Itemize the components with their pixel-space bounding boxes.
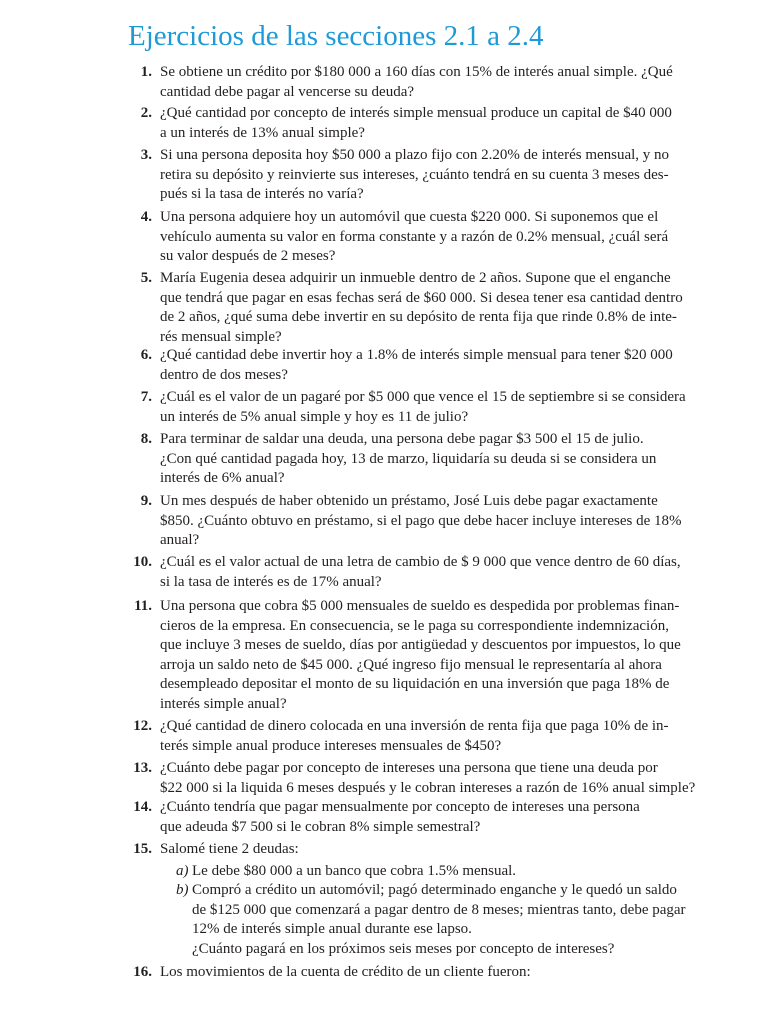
sub-item-text: Le debe $80 000 a un banco que cobra 1.5% mensual. xyxy=(192,862,517,879)
exercise-text-line: de 2 años, ¿qué suma debe invertir en su depósito de renta fija que rinde 0.8% de inte- xyxy=(160,309,677,326)
exercise-text-line: Para terminar de saldar una deuda, una persona debe pagar $3 500 el 15 de julio. xyxy=(160,431,644,447)
exercise-text-line: Una persona que cobra $5 000 mensuales de sueldo es despedida por problemas finan- xyxy=(160,598,680,614)
exercise-text-line: que incluye 3 meses de sueldo, días por antigüedad y descuentos por impuestos, lo que xyxy=(160,637,681,654)
exercise-text-line: que adeuda $7 500 si le cobran 8% simple semestral? xyxy=(160,818,481,835)
exercise-text-line: desempleado depositar el monto de su liquidación en una inversión que paga 18% de xyxy=(160,676,670,693)
exercise-text-line: vehículo aumenta su valor en forma constante y a razón de 0.2% mensual, ¿cuál será xyxy=(160,228,669,245)
sub-item-line xyxy=(176,861,516,881)
exercise-number: 7. xyxy=(140,389,152,405)
sub-item-line xyxy=(176,900,686,920)
exercise-number: 16. xyxy=(133,964,152,980)
exercise-text-line: María Eugenia desea adquirir un inmueble dentro de 2 años. Supone que el enganche xyxy=(160,270,671,286)
exercise-text-line: ¿Con qué cantidad pagada hoy, 13 de marzo, liquidaría su deuda si se considera un xyxy=(160,450,657,467)
exercise-text-line: Salomé tiene 2 deudas: xyxy=(160,841,299,857)
exercise-text-line: su valor después de 2 meses? xyxy=(160,248,336,265)
exercise-text-line: pués si la tasa de interés no varía? xyxy=(160,186,364,203)
exercise-text-line: Los movimientos de la cuenta de crédito de un cliente fueron: xyxy=(160,964,531,980)
exercise-text-line: un interés de 5% anual simple y hoy es 11 de julio? xyxy=(160,408,469,425)
exercise-number: 15. xyxy=(133,841,152,857)
sub-item-letter: b) xyxy=(176,882,189,899)
exercise-number: 4. xyxy=(140,209,152,225)
exercise-text-line: ¿Cuál es el valor de un pagaré por $5 000 que vence el 15 de septiembre si se considera xyxy=(160,389,686,405)
exercise-text-line: cieros de la empresa. En consecuencia, se le paga su correspondiente indemnización, xyxy=(160,617,669,634)
exercise-text-line: si la tasa de interés es de 17% anual? xyxy=(160,573,382,590)
exercise-text-line: Si una persona deposita hoy $50 000 a plazo fijo con 2.20% de interés mensual, y no xyxy=(160,147,670,163)
exercise-text-line: terés simple anual produce intereses mensuales de $450? xyxy=(160,737,502,754)
exercise-text-line: ¿Cuál es el valor actual de una letra de cambio de $ 9 000 que vence dentro de 60 días, xyxy=(160,554,681,570)
exercise-number: 2. xyxy=(140,105,152,121)
exercise-text-line: ¿Qué cantidad de dinero colocada en una inversión de renta fija que paga 10% de in- xyxy=(160,718,669,734)
exercise-number: 10. xyxy=(133,554,152,570)
exercise-number: 11. xyxy=(134,598,152,614)
exercise-number: 9. xyxy=(140,493,152,509)
sub-item-text: 12% de interés simple anual durante ese lapso. xyxy=(192,921,472,938)
exercise-text-line: Se obtiene un crédito por $180 000 a 160 días con 15% de interés anual simple. ¿Qué xyxy=(160,64,673,80)
exercise-number: 12. xyxy=(133,718,152,734)
exercise-text-line: a un interés de 13% anual simple? xyxy=(160,124,365,141)
exercise-text-line: Una persona adquiere hoy un automóvil que cuesta $220 000. Si suponemos que el xyxy=(160,209,659,225)
exercise-text-line: que tendrá que pagar en esas fechas será de $60 000. Si desea tener esa cantidad dentro xyxy=(160,289,683,306)
exercise-text-line: interés simple anual? xyxy=(160,696,287,712)
sub-item-text: de $125 000 que comenzará a pagar dentro de 8 meses; mientras tanto, debe pagar xyxy=(192,901,686,918)
exercise-text-line: anual? xyxy=(160,532,200,549)
exercise-text-line: dentro de dos meses? xyxy=(160,366,288,383)
exercise-text-line: ¿Cuánto debe pagar por concepto de intereses una persona que tiene una deuda por xyxy=(160,760,658,776)
sub-item-line xyxy=(176,880,677,900)
exercise-number: 1. xyxy=(140,64,152,80)
exercise-number: 8. xyxy=(140,431,152,447)
sub-item-letter: a) xyxy=(176,862,189,879)
exercise-text-line: arroja un saldo neto de $45 000. ¿Qué ingreso fijo mensual le representaría al ahora xyxy=(160,656,662,673)
exercise-number: 14. xyxy=(133,799,152,815)
sub-item-line xyxy=(176,919,472,939)
sub-item-text: Compró a crédito un automóvil; pagó determinado enganche y le quedó un saldo xyxy=(192,882,677,899)
exercise-number: 6. xyxy=(140,347,152,363)
exercise-text-line: $850. ¿Cuánto obtuvo en préstamo, si el pago que debe hacer incluye intereses de 18% xyxy=(160,512,682,529)
exercise-text-line: ¿Qué cantidad debe invertir hoy a 1.8% de interés simple mensual para tener $20 000 xyxy=(160,347,673,363)
exercise-text-line: rés mensual simple? xyxy=(160,328,282,345)
exercise-text-line: $22 000 si la liquida 6 meses después y le cobran intereses a razón de 16% anual simple? xyxy=(160,779,696,796)
exercise-number: 13. xyxy=(133,760,152,776)
exercise-number: 5. xyxy=(140,270,152,286)
exercise-text-line: interés de 6% anual? xyxy=(160,470,285,487)
exercise-text-line: Un mes después de haber obtenido un préstamo, José Luis debe pagar exactamente xyxy=(160,493,658,509)
sub-item-text: ¿Cuánto pagará en los próximos seis meses por concepto de intereses? xyxy=(192,941,615,957)
exercise-text-line: ¿Cuánto tendría que pagar mensualmente por concepto de intereses una persona xyxy=(160,799,640,815)
sub-item-line xyxy=(176,939,614,959)
exercise-number: 3. xyxy=(140,147,152,163)
exercise-text-line: ¿Qué cantidad por concepto de interés simple mensual produce un capital de $40 000 xyxy=(160,105,672,121)
section-title: Ejercicios de las secciones 2.1 a 2.4 xyxy=(128,20,544,52)
exercise-text-line: retira su depósito y reinvierte sus intereses, ¿cuánto tendrá en su cuenta 3 meses des- xyxy=(160,166,669,183)
exercise-text-line: cantidad debe pagar al vencerse su deuda? xyxy=(160,83,415,100)
